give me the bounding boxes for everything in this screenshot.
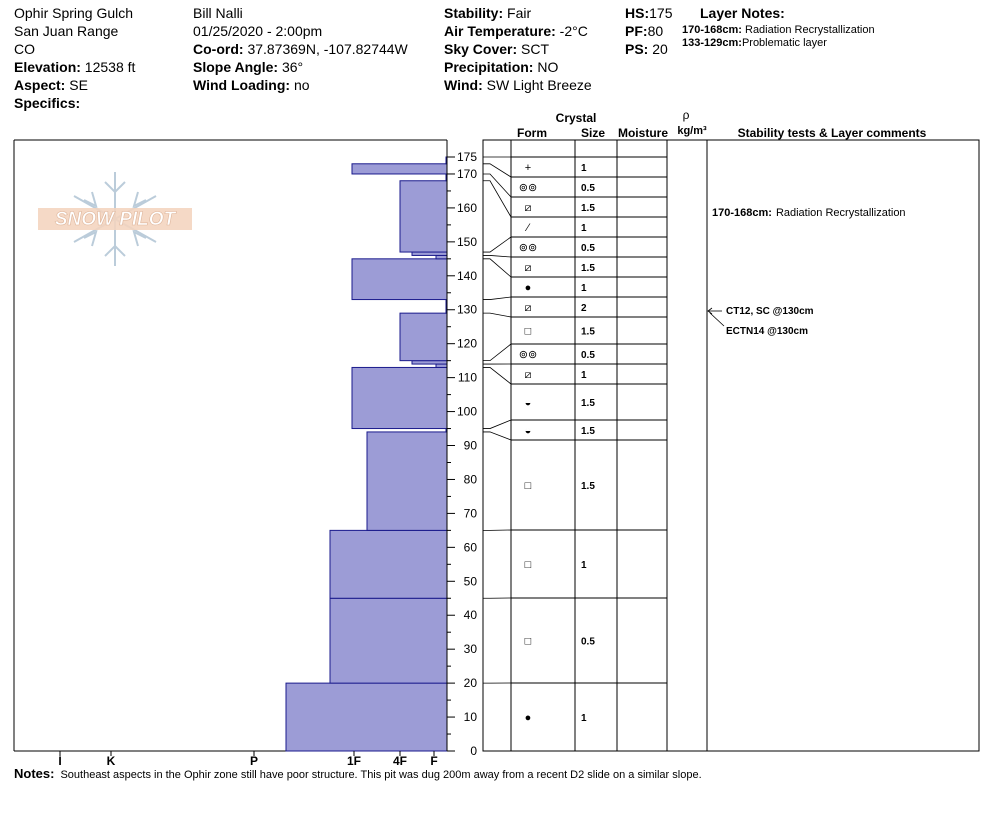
- depth-tick-label: 110: [457, 370, 477, 385]
- sky-value: SCT: [521, 41, 550, 57]
- layer-connector: [483, 255, 511, 257]
- aspect-value: SE: [69, 77, 88, 93]
- crystal-size: 1.5: [581, 203, 595, 214]
- coord-value: 37.87369N, -107.82744W: [247, 41, 408, 57]
- crystal-size: 1: [581, 163, 587, 174]
- depth-tick-label: 160: [456, 200, 477, 215]
- hardness-tick-label: 1F: [346, 754, 362, 768]
- depth-tick-label: 50: [463, 574, 477, 589]
- hardness-layer-bar: [352, 367, 447, 428]
- crystal-form-icon: ⧄: [524, 302, 532, 314]
- depth-axis: [447, 140, 477, 758]
- hs-value: 175: [649, 5, 673, 21]
- stability-test-ect: ECTN14 @130cm: [726, 326, 809, 337]
- hardness-tick-label: I: [58, 754, 62, 768]
- layer-connector: [483, 432, 511, 440]
- crystal-form-icon: □: [524, 635, 532, 648]
- layer-connectors: [483, 157, 511, 683]
- crystal-form-icon: ●: [524, 282, 532, 294]
- logo-text: SNOW PILOT: [54, 209, 176, 230]
- precip-label: Precipitation:: [444, 59, 534, 75]
- hardness-tick-label: K: [106, 754, 116, 768]
- hardness-layer-bar: [330, 530, 447, 598]
- crystal-size: 1.5: [581, 263, 595, 274]
- depth-tick-label: 150: [456, 234, 477, 249]
- crystal-form-icon: +: [524, 162, 532, 174]
- col-stability: Stability tests & Layer comments: [737, 126, 927, 140]
- hardness-layers: [286, 157, 447, 751]
- stability-test-markers: [708, 308, 724, 326]
- col-form: Form: [517, 126, 547, 140]
- pf-value: 80: [647, 23, 664, 39]
- stability-value: Fair: [507, 5, 532, 21]
- crystal-form-icon: ⊚⊚: [518, 182, 538, 194]
- range-name: San Juan Range: [14, 23, 119, 39]
- crystal-size: 0.5: [581, 183, 595, 194]
- comment-range: 170-168cm:: [712, 207, 772, 219]
- crystal-form-icon: ◒: [524, 397, 532, 409]
- wind-loading-label: Wind Loading:: [193, 77, 291, 93]
- depth-tick-label: 10: [463, 710, 477, 725]
- crystal-size: 1: [581, 560, 587, 571]
- layer-connector: [483, 237, 511, 252]
- layer-connector: [483, 313, 511, 317]
- crystal-size: 2: [581, 303, 587, 314]
- depth-tick-label: 0: [470, 744, 477, 758]
- crystal-form-icon: ⁄: [527, 222, 529, 234]
- coord-label: Co-ord:: [193, 41, 244, 57]
- crystal-size: 1.5: [581, 398, 595, 409]
- crystal-size: 1: [581, 223, 587, 234]
- crystal-form-icon: □: [524, 559, 532, 571]
- col-rho: ρ: [682, 108, 690, 122]
- hardness-ticks: [58, 751, 437, 768]
- slope-value: 36°: [281, 59, 304, 75]
- depth-tick-label: 60: [463, 540, 477, 555]
- crystal-form-icon: ⊚⊚: [518, 242, 538, 254]
- depth-tick-label: 70: [463, 506, 477, 521]
- crystal-form-icon: □: [524, 325, 532, 338]
- layer-connector: [483, 164, 511, 177]
- pf-label: PF:: [625, 23, 648, 39]
- layer-connector: [483, 344, 511, 361]
- hardness-layer-bar: [412, 361, 447, 364]
- hardness-layer-bar: [330, 598, 447, 683]
- layer-connector: [483, 420, 511, 429]
- layer-connector: [483, 259, 511, 277]
- hardness-tick-label: 4F: [392, 754, 408, 768]
- elevation-label: Elevation:: [14, 59, 81, 75]
- crystal-size: 1: [581, 713, 587, 724]
- layer-connector: [483, 367, 511, 384]
- ps-value: 20: [652, 41, 668, 57]
- crystal-size: 1.5: [581, 481, 595, 492]
- ps-label: PS:: [625, 41, 649, 57]
- crystal-form-icon: ⊚⊚: [518, 349, 538, 361]
- crystal-form-icon: ◒: [524, 425, 532, 437]
- hardness-tick-label: P: [249, 754, 259, 768]
- depth-tick-label: 175: [456, 150, 477, 164]
- notes-label: Notes:: [14, 766, 55, 781]
- hs-label: HS:: [625, 5, 650, 21]
- air-temp-label: Air Temperature:: [444, 23, 556, 39]
- depth-tick-label: 20: [463, 676, 477, 691]
- layer-table-frame: [483, 140, 979, 751]
- hardness-layer-bar: [436, 364, 447, 367]
- state-name: CO: [14, 41, 35, 57]
- sky-label: Sky Cover:: [444, 41, 518, 57]
- depth-tick-label: 120: [456, 336, 477, 351]
- crystal-form-icon: □: [524, 480, 532, 492]
- layer-connector: [483, 297, 511, 300]
- depth-tick-label: 40: [463, 608, 477, 623]
- notes: [14, 766, 702, 781]
- wind-loading-value: no: [293, 77, 310, 93]
- stability-label: Stability:: [444, 5, 504, 21]
- depth-tick-label: 170: [456, 166, 477, 181]
- crystal-size: 0.5: [581, 243, 595, 254]
- layer-comment: [712, 207, 906, 219]
- hardness-tick-label: F: [430, 754, 438, 768]
- observation-datetime: 01/25/2020 - 2:00pm: [193, 23, 323, 39]
- hardness-layer-bar: [367, 432, 447, 530]
- slope-label: Slope Angle:: [193, 59, 279, 75]
- depth-tick-label: 140: [456, 268, 477, 283]
- crystal-size: 0.5: [581, 636, 595, 648]
- crystal-size: 1: [581, 370, 587, 381]
- crystal-size: 1.5: [581, 426, 595, 437]
- depth-tick-label: 80: [463, 472, 477, 487]
- hardness-layer-bar: [436, 255, 447, 258]
- comment-text: Radiation Recrystallization: [775, 207, 906, 219]
- layer-notes-title: Layer Notes:: [700, 5, 785, 21]
- notes-text: Southeast aspects in the Ophir zone still have poor structure. This pit was dug 200m away from a recent D2 slide on a similar slope.: [60, 769, 702, 781]
- stability-test-ct: CT12, SC @130cm: [726, 306, 814, 317]
- crystal-form-icon: ⧄: [524, 369, 532, 381]
- hardness-layer-bar: [400, 181, 447, 252]
- air-temp-value: -2°C: [559, 23, 588, 39]
- crystal-form-icon: ●: [524, 712, 532, 724]
- depth-tick-label: 90: [463, 438, 477, 453]
- layer-note-range: 133-129cm:: [682, 37, 742, 49]
- crystal-size: 1.5: [581, 326, 595, 338]
- layer-connector: [483, 181, 511, 217]
- crystal-rows: [511, 157, 667, 724]
- precip-value: NO: [537, 59, 559, 75]
- wind-label: Wind:: [444, 77, 483, 93]
- crystal-form-icon: ⧄: [524, 202, 532, 214]
- layer-note-range: 170-168cm:: [682, 24, 742, 36]
- layer-note-text: Radiation Recrystallization: [745, 24, 875, 36]
- wind-value: SW Light Breeze: [486, 77, 592, 93]
- depth-tick-label: 100: [456, 404, 477, 419]
- hardness-layer-bar: [352, 164, 447, 174]
- col-moisture: Moisture: [617, 126, 669, 140]
- crystal-size: 1: [581, 283, 587, 294]
- location-name: Ophir Spring Gulch: [14, 5, 134, 21]
- observer-name: Bill Nalli: [193, 5, 243, 21]
- specifics-label: Specifics:: [14, 95, 81, 111]
- layer-note-text: Problematic layer: [741, 37, 827, 49]
- depth-tick-label: 30: [463, 642, 477, 657]
- col-crystal: Crystal: [555, 111, 597, 125]
- col-size: Size: [580, 126, 606, 140]
- depth-tick-label: 130: [456, 302, 477, 317]
- crystal-size: 0.5: [581, 350, 595, 361]
- col-density: kg/m³: [677, 125, 707, 137]
- snowpilot-logo: [38, 172, 192, 266]
- aspect-label: Aspect:: [14, 77, 66, 93]
- hardness-layer-bar: [412, 252, 447, 255]
- elevation-value: 12538 ft: [84, 59, 136, 75]
- hardness-layer-bar: [352, 259, 447, 300]
- crystal-form-icon: ⧄: [524, 262, 532, 274]
- hardness-layer-bar: [286, 683, 447, 751]
- hardness-layer-bar: [400, 313, 447, 361]
